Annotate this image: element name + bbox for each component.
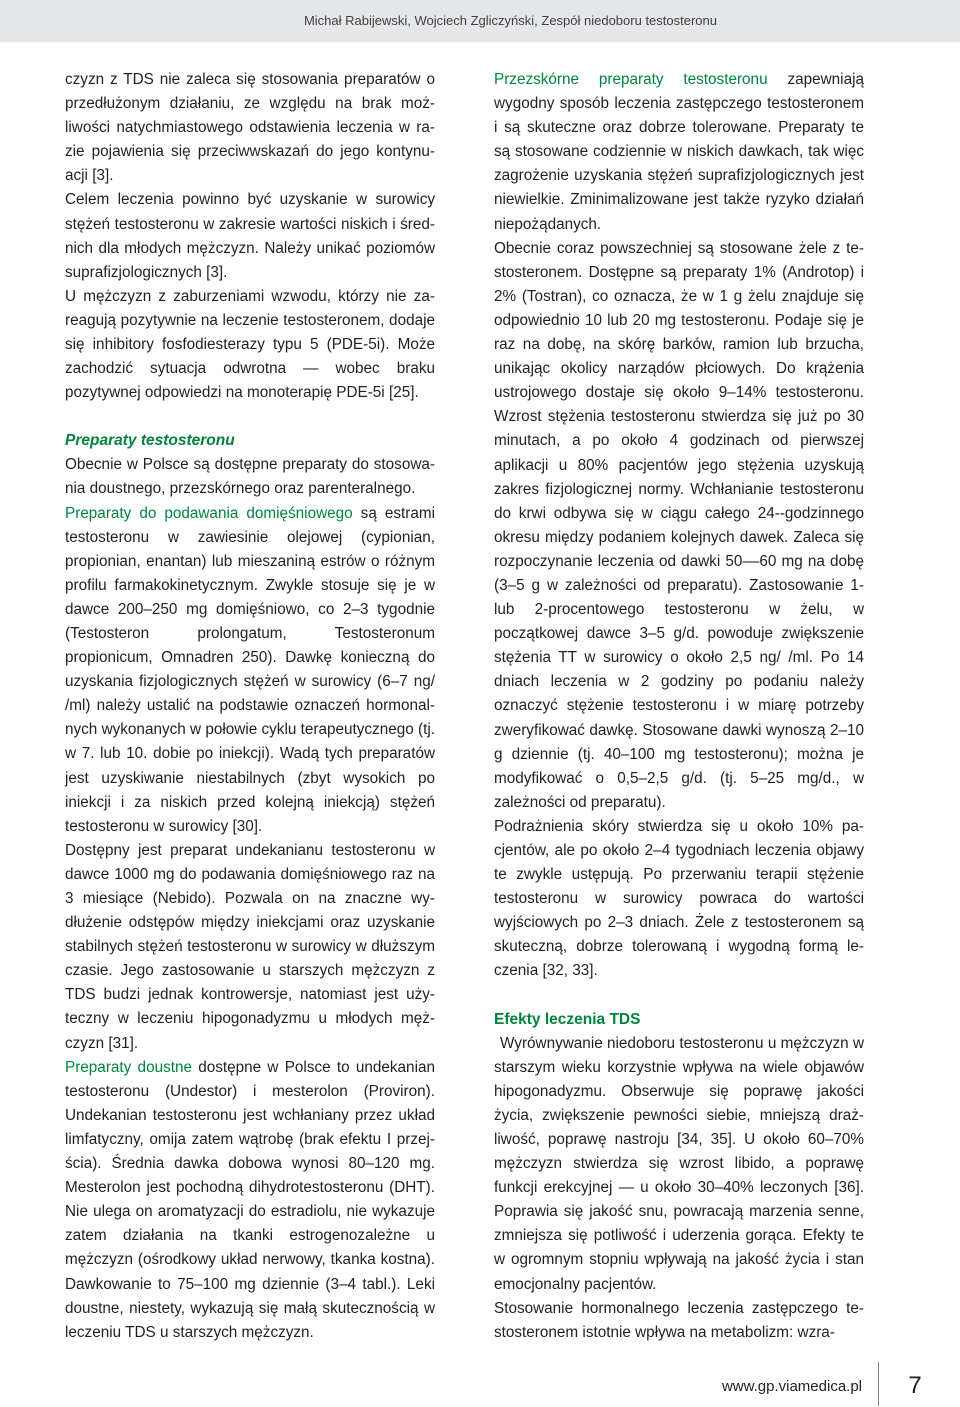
- paragraph: Stosowanie hormonalnego leczenia zastępczego testosteronem istotnie wpływa na metabolizm: wzra-: [494, 1299, 864, 1341]
- paragraph: [494, 68, 864, 237]
- left-column: [65, 68, 435, 1345]
- paragraph: Podrażnienia skóry stwierdza się u około 10% pacjentów, ale po około 2–4 tygodniach leczenia objawy te zwykle ustępują. Po przerwaniu terapii stężenie testosteronu w surowicy powraca do wartości wyjściowych po 2–3 dniach. Żele z testosteronem są skuteczną, dobrze tolerowaną i wygodną formą leczenia [32, 33].: [494, 817, 864, 980]
- footer-divider: [878, 1362, 879, 1406]
- paragraph: Obecnie coraz powszechniej są stosowane żele z testosteronem. Dostępne są preparaty 1% (Androtop) i 2% (Tostran), co oznacza, że w 1 g żelu znajduje się odpowiednio 10 lub 20 mg testosteronu. Podaje się je raz na dobę, na skórę barków, ramion lub brzucha, unikając okolicy narządów płciowych. Do krążenia ustrojowego dostaje się około 9–14% testosteronu. Wzrost stężenia testosteronu stwierdza się już po 30 minutach, a po około 4 godzinach od pierwszej aplikacji u 80% pacjentów jego stężenia uzyskują zakres fizjologicznej normy. Wchłanianie testosteronu do krwi odbywa się w ciągu całego 24-​-godzinnego okresu między podaniem kolejnych dawek. Zaleca się rozpoczynanie leczenia od dawki 50–​–60 mg na dobę (3–5 g w zależności od preparatu). Zastosowanie 1- lub 2-procentowego testosteronu w żelu, w początkowej dawce 3–5 g/d. powoduje zwiększenie stężenia TT w surowicy o około 2,5 ng/ /ml. Po 14 dniach leczenia w 2 godziny po podaniu należy oznaczyć stężenie testosteronu i w miarę potrzeby zweryfikować dawkę. Stosowane dawki wynoszą 2–10 g dziennie (tj. 40–100 mg testosteronu); można je modyfikować o 0,5–2,5 g/d. (tj. 5–25 mg/d., w zależności od preparatu).: [494, 239, 864, 811]
- paragraph-body: dostępne w Polsce to undekanian testosteronu (Undestor) i mesterolon (Proviron). Undekanian testosteronu jest wchłaniany przez układ limfatyczny, omija zatem wątrobę (brak efektu I przejścia). Średnia dawka dobowa wynosi 80–120 mg. Mesterolon jest pochodną dihydrotestosteronu (DHT). Nie ulega on aromatyzacji do estradiolu, nie wykazuje zatem działania na tkanki estrogenozależne u mężczyzn (ośrodkowy układ nerwowy, tkanka kostna). Dawkowanie to 75–100 mg dziennie (3–4 tabl.). Leki doustne, niestety, wykazują się małą skutecznością w leczeniu TDS u starszych mężczyzn.: [65, 1058, 435, 1341]
- running-title: Michał Rabijewski, Wojciech Zgliczyński, Zespół niedoboru testosteronu: [303, 13, 717, 28]
- footer-url: www.gp.viamedica.pl: [721, 1378, 862, 1395]
- paragraph-body: zapewniają wygodny sposób leczenia zastępczego testosteronem i są skuteczne oraz dobrze tolerowane. Preparaty te są stosowane codziennie w niskich dawkach, tak więc zagrożenie uzyskania stężeń suprafizjologicznych jest niewielkie. Zminimalizowane jest także ryzyko działań niepożądanych.: [494, 71, 864, 233]
- right-column: [494, 68, 864, 1345]
- paragraph: Dostępny jest preparat undekanianu testosteronu w dawce 1000 mg do podawania domięśniowego raz na 3 miesiące (Nebido). Pozwala on na znaczne wydłużenie odstępów między iniekcjami oraz uzyskanie stabilnych stężeń testosteronu w surowicy w dłuższym czasie. Jego zastosowanie u starszych mężczyzn z TDS budzi jednak kontrowersje, natomiast jest użyteczny w leczeniu hipogonadyzmu u młodych mężczyzn [31].: [65, 841, 435, 1052]
- running-header: [0, 0, 960, 42]
- paragraph-body: są estrami testosteronu w zawiesinie olejowej (cypionian, propionian, enantan) lub mieszaniną estrów o różnym profilu farmakokinetycznym. Zwykle stosuje się je w dawce 200–250 mg domięśniowo, co 2–3 tygodnie (Testosteron prolongatum, Testosteronum propionicum, Omnadren 250). Dawkę konieczną do uzyskania fizjologicznych stężeń w surowicy (6–7 ng/ /ml) należy ustalić na podstawie oznaczeń hormonalnych wykonanych w połowie cyklu terapeutycznego (tj. w 7. lub 10. dobie po iniekcji). Wadą tych preparatów jest uzyskiwanie niestabilnych (zbyt wysokich po iniekcji i za niskich przed kolejną iniekcją) stężeń testosteronu w surowicy [30].: [65, 504, 436, 835]
- paragraph: czyzn z TDS nie zaleca się stosowania preparatów o przedłużonym działaniu, ze względu na brak możliwości natychmiastowego odstawienia leczenia w razie pojawienia się przeciwwskazań do jego kontynuacji [3].: [65, 71, 435, 185]
- paragraph: [65, 1056, 435, 1345]
- section-heading-efekty: Efekty leczenia TDS: [494, 1010, 641, 1028]
- paragraph: [65, 502, 435, 839]
- inline-heading-przezskorne: Przezskórne preparaty testosteronu: [494, 71, 768, 88]
- inline-heading-doustne: Preparaty doustne: [65, 1058, 192, 1076]
- paragraph: Wyrównywanie niedoboru testosteronu u mężczyzn w starszym wieku korzystnie wpływa na wiele objawów hipogonadyzmu. Obserwuje się poprawę jakości życia, zwiększenie pewności siebie, mniejszą drażliwość, poprawę nastroju [34, 35]. U około 60–70% mężczyzn stwierdza się wzrost libido, a poprawę funkcji erekcyjnej — u około 30–40% leczonych [36]. Poprawia się jakość snu, powracają marzenia senne, zmniejsza się potliwość i uderzenia gorąca. Efekty te w ogromnym stopniu wpływają na jakość życia i stan emocjonalny pacjentów.: [494, 1034, 864, 1293]
- section-heading-preparaty: Preparaty testosteronu: [65, 432, 235, 450]
- inline-heading-domiesniowe: Preparaty do podawania domięśniowego: [65, 504, 353, 522]
- paragraph: Obecnie w Polsce są dostępne preparaty do stosowania doustnego, przezskórnego oraz parenteralnego.: [65, 456, 435, 498]
- page-number: 7: [908, 1372, 922, 1399]
- paragraph: Celem leczenia powinno być uzyskanie w surowicy stężeń testosteronu w zakresie wartości niskich i średnich dla młodych mężczyzn. Należy unikać poziomów suprafizjologicznych [3].: [65, 191, 435, 281]
- paragraph: U mężczyzn z zaburzeniami wzwodu, którzy nie zareagują pozytywnie na leczenie testosteronem, dodaje się inhibitory fosfodiesterazy typu 5 (PDE-5i). Może zachodzić sytuacja odwrotna — wobec braku pozytywnej odpowiedzi na monoterapię PDE-5i [25].: [65, 287, 435, 402]
